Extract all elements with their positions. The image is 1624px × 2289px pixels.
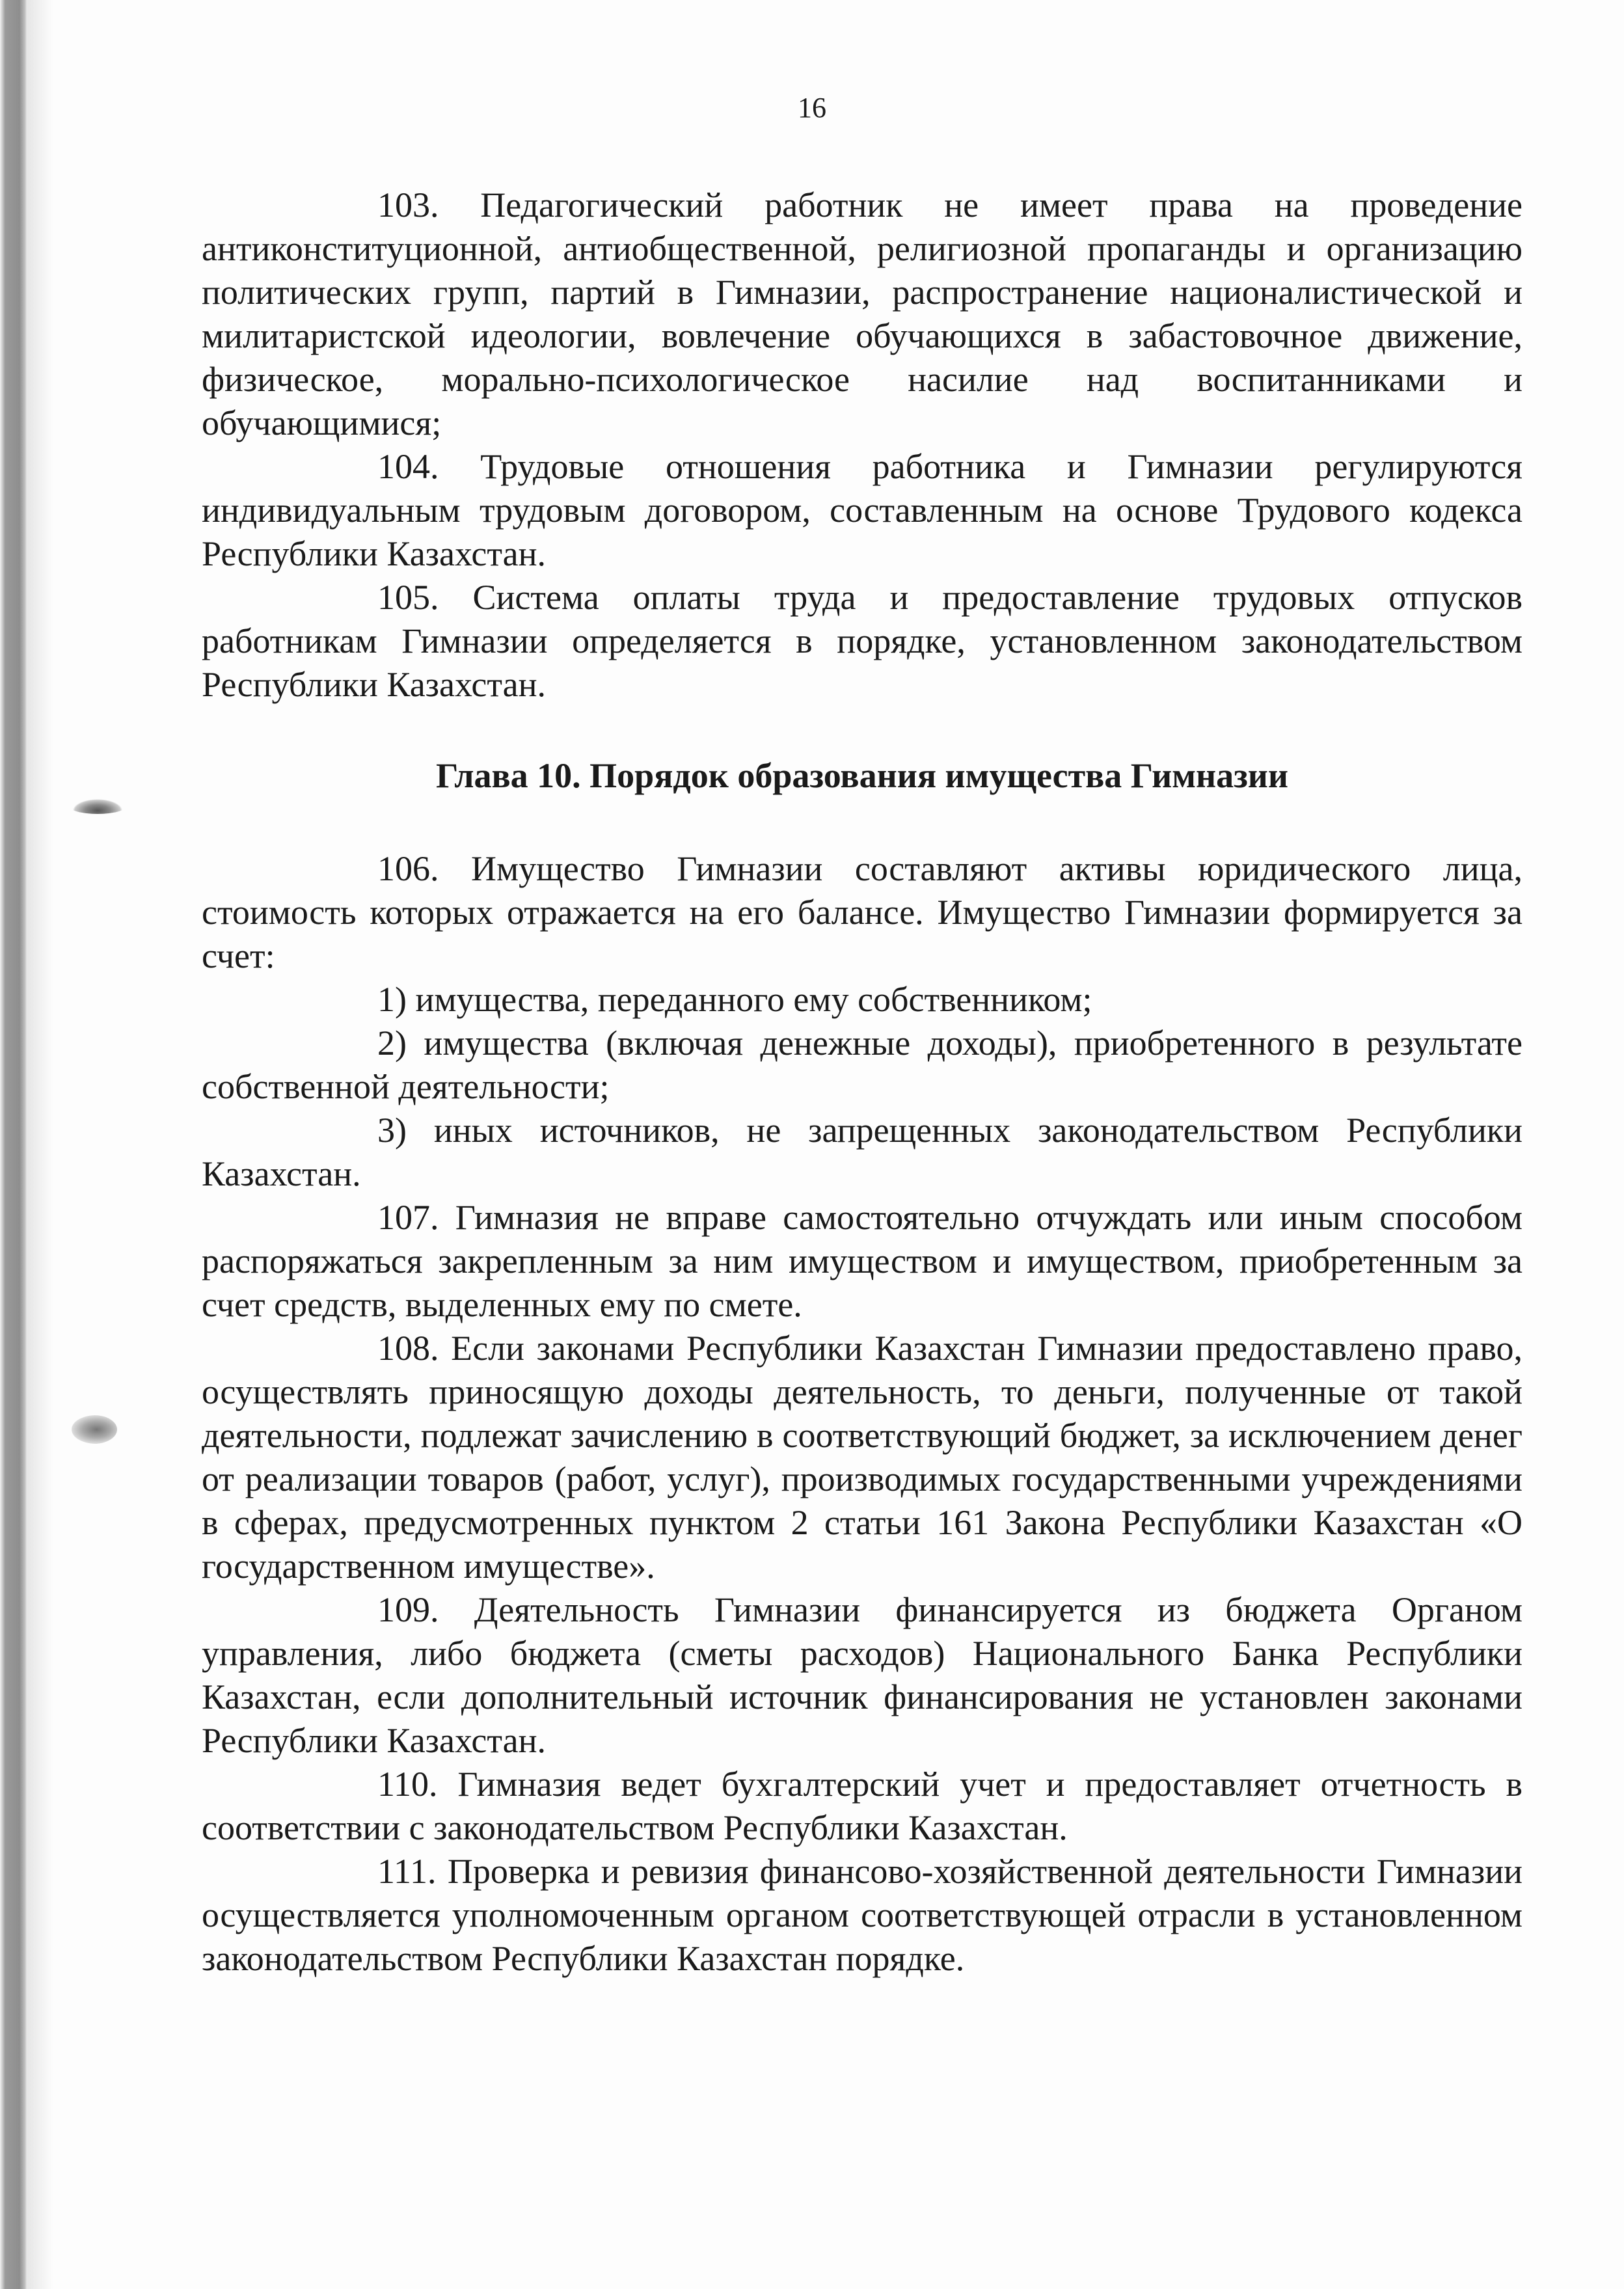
page-number: 16 (798, 92, 826, 124)
punch-hole-mark (72, 1415, 117, 1444)
paragraph-103: 103. Педагогический работник не имеет права на проведение антиконституционной, антиобщественной, религиозной пропаганды и организацию политических групп, партий в Гимназии, распространение националистической и милитаристской идеологии, вовлечение обучающихся в забастовочное движение, физическое, морально-психологическое насилие над воспитанниками и обучающимися; (202, 185, 1522, 442)
paragraph-106: 106. Имущество Гимназии составляют активы юридического лица, стоимость которых отражается на его балансе. Имущество Гимназии формируется за счет: (202, 849, 1522, 975)
paragraph-105: 105. Система оплаты труда и предоставление трудовых отпусков работникам Гимназии определяется в порядке, установленном законодательством Республики Казахстан. (202, 578, 1522, 704)
list-item-1: 1) имущества, переданного ему собственником; (377, 980, 1092, 1019)
paragraph-111: 111. Проверка и ревизия финансово-хозяйственной деятельности Гимназии осуществляется уполномоченным органом соответствующей отрасли в установленном законодательством Республики Казахстан порядке. (202, 1852, 1522, 1978)
paragraph-110: 110. Гимназия ведет бухгалтерский учет и предоставляет отчетность в соответствии с законодательством Республики Казахстан. (202, 1765, 1522, 1847)
chapter-title: Глава 10. Порядок образования имущества Гимназии (435, 756, 1289, 795)
paragraph-104: 104. Трудовые отношения работника и Гимназии регулируются индивидуальным трудовым договором, составленным на основе Трудового кодекса Республики Казахстан. (202, 447, 1522, 573)
list-item-2: 2) имущества (включая денежные доходы), приобретенного в результате собственной деятельности; (202, 1023, 1522, 1106)
paragraph-109: 109. Деятельность Гимназии финансируется из бюджета Органом управления, либо бюджета (сметы расходов) Национального Банка Республики Казахстан, если дополнительный источник финансирования не установлен законами Республики Казахстан. (202, 1590, 1522, 1760)
scan-edge-gradient (27, 0, 53, 2289)
list-item-3: 3) иных источников, не запрещенных законодательством Республики Казахстан. (202, 1111, 1522, 1193)
punch-hole-mark (68, 797, 127, 814)
paragraph-107: 107. Гимназия не вправе самостоятельно отчуждать или иным способом распоряжаться закрепленным за ним имуществом и имуществом, приобретенным за счет средств, выделенных ему по смете. (202, 1198, 1522, 1324)
document-body (202, 183, 1522, 1981)
scan-edge-shadow (0, 0, 27, 2289)
paragraph-108: 108. Если законами Республики Казахстан Гимназии предоставлено право, осуществлять приносящую доходы деятельность, то деньги, полученные от такой деятельности, подлежат зачислению в соответствующий бюджет, за исключением денег от реализации товаров (работ, услуг), производимых государственными учреждениями в сферах, предусмотренных пунктом 2 статьи 161 Закона Республики Казахстан «О государственном имуществе». (202, 1329, 1522, 1586)
